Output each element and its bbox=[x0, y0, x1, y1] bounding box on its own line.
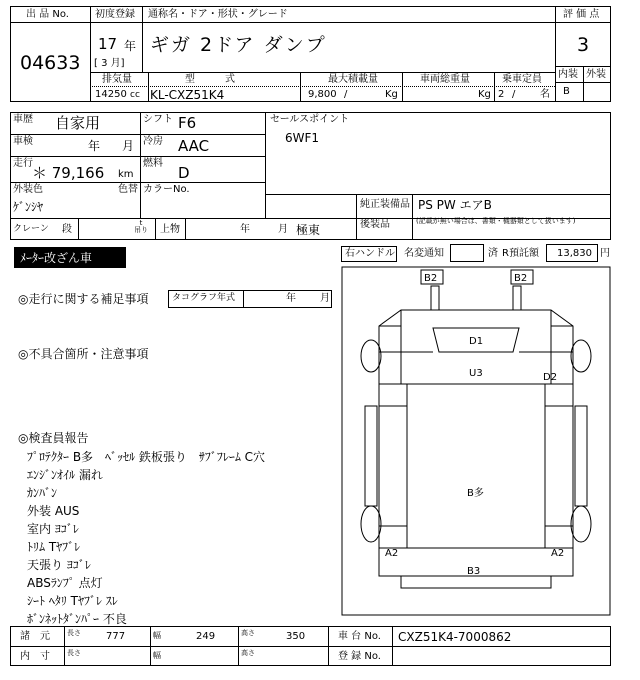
fuel-label: 燃料 bbox=[143, 158, 163, 169]
in-width-label: 幅 bbox=[153, 651, 161, 660]
chassis: CXZ51K4-7000862 bbox=[398, 630, 512, 644]
mileage-unit: km bbox=[118, 169, 134, 180]
crane-stage: 段 bbox=[62, 224, 72, 235]
equipment: PS PW エアB bbox=[418, 198, 492, 212]
diagram-mark: A2 bbox=[385, 548, 399, 559]
width: 249 bbox=[196, 631, 216, 642]
steering: 右ハンドル bbox=[345, 248, 395, 259]
height-label: 高さ bbox=[241, 629, 255, 637]
first-reg-month: [ 3 月] bbox=[94, 58, 125, 69]
width-label: 幅 bbox=[153, 631, 161, 640]
inspection-year: 年 bbox=[88, 139, 101, 153]
front-left-wheel bbox=[361, 340, 381, 372]
displacement-label: 排気量 bbox=[102, 74, 132, 85]
recycle-unit: 円 bbox=[600, 248, 610, 259]
inspection-label: 車検 bbox=[13, 136, 33, 147]
length-label: 長さ bbox=[67, 629, 81, 637]
model-name: ギガ 2ドア ダンプ bbox=[150, 34, 327, 56]
history-label: 車歴 bbox=[13, 114, 33, 125]
report-line: ﾄﾘﾑ Tﾔﾌﾞﾚ bbox=[27, 540, 81, 554]
capacity-sep: / bbox=[512, 89, 516, 100]
report-line: 天張り ﾖｺﾞﾚ bbox=[27, 558, 91, 572]
front-right-wheel bbox=[571, 340, 591, 372]
diagram-mark: D2 bbox=[543, 372, 558, 383]
lift-label: 上物 bbox=[160, 224, 180, 235]
lot-no: 04633 bbox=[20, 52, 81, 74]
mileage-label: 走行 bbox=[13, 158, 33, 169]
max-load-label: 最大積載量 bbox=[328, 74, 378, 85]
diagram-frame bbox=[342, 267, 610, 615]
sales-point: 6WF1 bbox=[285, 131, 320, 145]
lift-value: 極東 bbox=[296, 223, 321, 237]
inspector-report bbox=[27, 448, 265, 628]
score-label: 評 価 点 bbox=[563, 9, 600, 20]
right-side-panel bbox=[575, 406, 587, 506]
reg-label: 登 録 No. bbox=[338, 651, 381, 662]
gvw-unit: Kg bbox=[478, 89, 491, 100]
inspector-label: ◎検査員報告 bbox=[18, 431, 89, 445]
report-line: 室内 ﾖｺﾞﾚ bbox=[27, 522, 79, 536]
shift: F6 bbox=[178, 114, 197, 132]
report-line: ﾎﾞﾝﾈｯﾄﾀﾞﾝﾊﾟｰ 不良 bbox=[27, 612, 127, 626]
report-line: ｼｰﾄ ﾍﾀﾘ Tﾔﾌﾞﾚ ｽﾚ bbox=[27, 594, 118, 608]
driving-notes-label: ◎走行に関する補足事項 bbox=[18, 292, 149, 306]
after-label: 後装品 bbox=[360, 219, 390, 230]
model-code-label: 型 式 bbox=[185, 74, 235, 85]
report-line: ﾌﾟﾛﾃｸﾀｰ B多 ﾍﾞｯｾﾙ 鉄板張り ｻﾌﾞﾌﾚｰﾑ C穴 bbox=[27, 450, 266, 464]
truck-diagram bbox=[341, 266, 611, 616]
diagram-mark: A2 bbox=[551, 548, 565, 559]
equipment-label: 純正装備品 bbox=[360, 199, 410, 210]
after-note: (記載が無い場合は、書類・機器類として扱います) bbox=[416, 217, 576, 225]
first-reg-year: 17 bbox=[98, 35, 118, 53]
max-load-sep: / bbox=[344, 89, 348, 100]
height: 350 bbox=[286, 631, 306, 642]
tampered-badge: ﾒｰﾀｰ改ざん車 bbox=[14, 247, 126, 268]
lift-month: 月 bbox=[278, 224, 288, 235]
interior-label: 内装 bbox=[558, 69, 578, 80]
sales-point-label: セールスポイント bbox=[270, 114, 350, 125]
length: 777 bbox=[106, 631, 126, 642]
ac: AAC bbox=[178, 137, 210, 155]
report-line: ｶﾝﾊﾞﾝ bbox=[27, 486, 58, 500]
bed-floor bbox=[407, 384, 545, 548]
rear-right-wheel bbox=[571, 506, 591, 542]
report-line: 外装 AUS bbox=[27, 504, 80, 518]
model-name-label: 通称名・ドア・形状・グレード bbox=[148, 9, 288, 20]
interior-dims-label: 内 寸 bbox=[20, 651, 50, 662]
exterior-grade: B bbox=[563, 86, 570, 97]
lift-year: 年 bbox=[240, 224, 250, 235]
color-label: 外装色 bbox=[13, 184, 43, 195]
recycle-label: R預託額 bbox=[502, 248, 539, 259]
specs-label: 諸 元 bbox=[20, 631, 50, 642]
deposit-label: 済 bbox=[488, 248, 498, 259]
crane-label: クレーン bbox=[13, 224, 49, 234]
model-code: KL-CXZ51K4 bbox=[150, 88, 225, 102]
color-code-label: カラーNo. bbox=[143, 184, 190, 195]
capacity: 2 bbox=[498, 89, 505, 100]
ac-label: 冷房 bbox=[143, 136, 163, 147]
first-reg-year-unit: 年 bbox=[124, 39, 137, 53]
capacity-label: 乗車定員 bbox=[502, 74, 542, 85]
name-change-box bbox=[450, 244, 484, 262]
diagram-mark: U3 bbox=[469, 368, 483, 379]
left-side-panel bbox=[365, 406, 377, 506]
report-line: ABSﾗﾝﾌﾟ 点灯 bbox=[27, 576, 103, 590]
displacement-unit: cc bbox=[130, 90, 140, 100]
mileage: ＊ 79,166 bbox=[32, 164, 105, 182]
diagram-mark: B2 bbox=[514, 273, 528, 284]
history: 自家用 bbox=[55, 114, 101, 132]
fuel: D bbox=[178, 164, 190, 182]
rear-left-wheel bbox=[361, 506, 381, 542]
color: ｹﾞﾝｼﾔ bbox=[13, 200, 44, 214]
diagram-mark: B3 bbox=[467, 566, 481, 577]
capacity-unit: 名 bbox=[540, 89, 550, 100]
diagram-mark: B多 bbox=[467, 488, 484, 499]
name-change-label: 名変通知 bbox=[404, 248, 444, 259]
gvw-label: 車両総重量 bbox=[420, 74, 470, 85]
left-mirror bbox=[431, 286, 439, 310]
recycle-amount: 13,830 bbox=[557, 248, 592, 259]
diagram-mark: D1 bbox=[469, 336, 484, 347]
max-load-unit: Kg bbox=[385, 89, 398, 100]
exterior-label: 外装 bbox=[586, 69, 606, 80]
tacho-year: 年 bbox=[286, 293, 296, 304]
tacho-label: タコグラフ年式 bbox=[172, 293, 236, 303]
diagram-mark: B2 bbox=[424, 273, 438, 284]
report-line: ｴﾝｼﾞﾝｵｲﾙ 漏れ bbox=[27, 468, 103, 482]
inspection-month: 月 bbox=[122, 139, 135, 153]
score: 3 bbox=[577, 34, 590, 56]
in-height-label: 高さ bbox=[241, 649, 255, 657]
shift-label: シフト bbox=[143, 114, 173, 125]
dump-body bbox=[379, 384, 573, 548]
chassis-label: 車 台 No. bbox=[338, 631, 381, 642]
in-length-label: 長さ bbox=[67, 649, 81, 657]
tacho-month: 月 bbox=[320, 293, 330, 304]
max-load: 9,800 bbox=[308, 89, 337, 100]
right-mirror bbox=[513, 286, 521, 310]
lot-no-label: 出 品 No. bbox=[26, 9, 69, 20]
defects-label: ◎不具合箇所・注意事項 bbox=[18, 347, 149, 361]
color-no-label: 色替 bbox=[118, 184, 138, 195]
crane-ton: t 吊り bbox=[134, 219, 148, 234]
first-reg-label: 初度登録 bbox=[95, 9, 135, 20]
displacement: 14250 bbox=[95, 89, 127, 100]
